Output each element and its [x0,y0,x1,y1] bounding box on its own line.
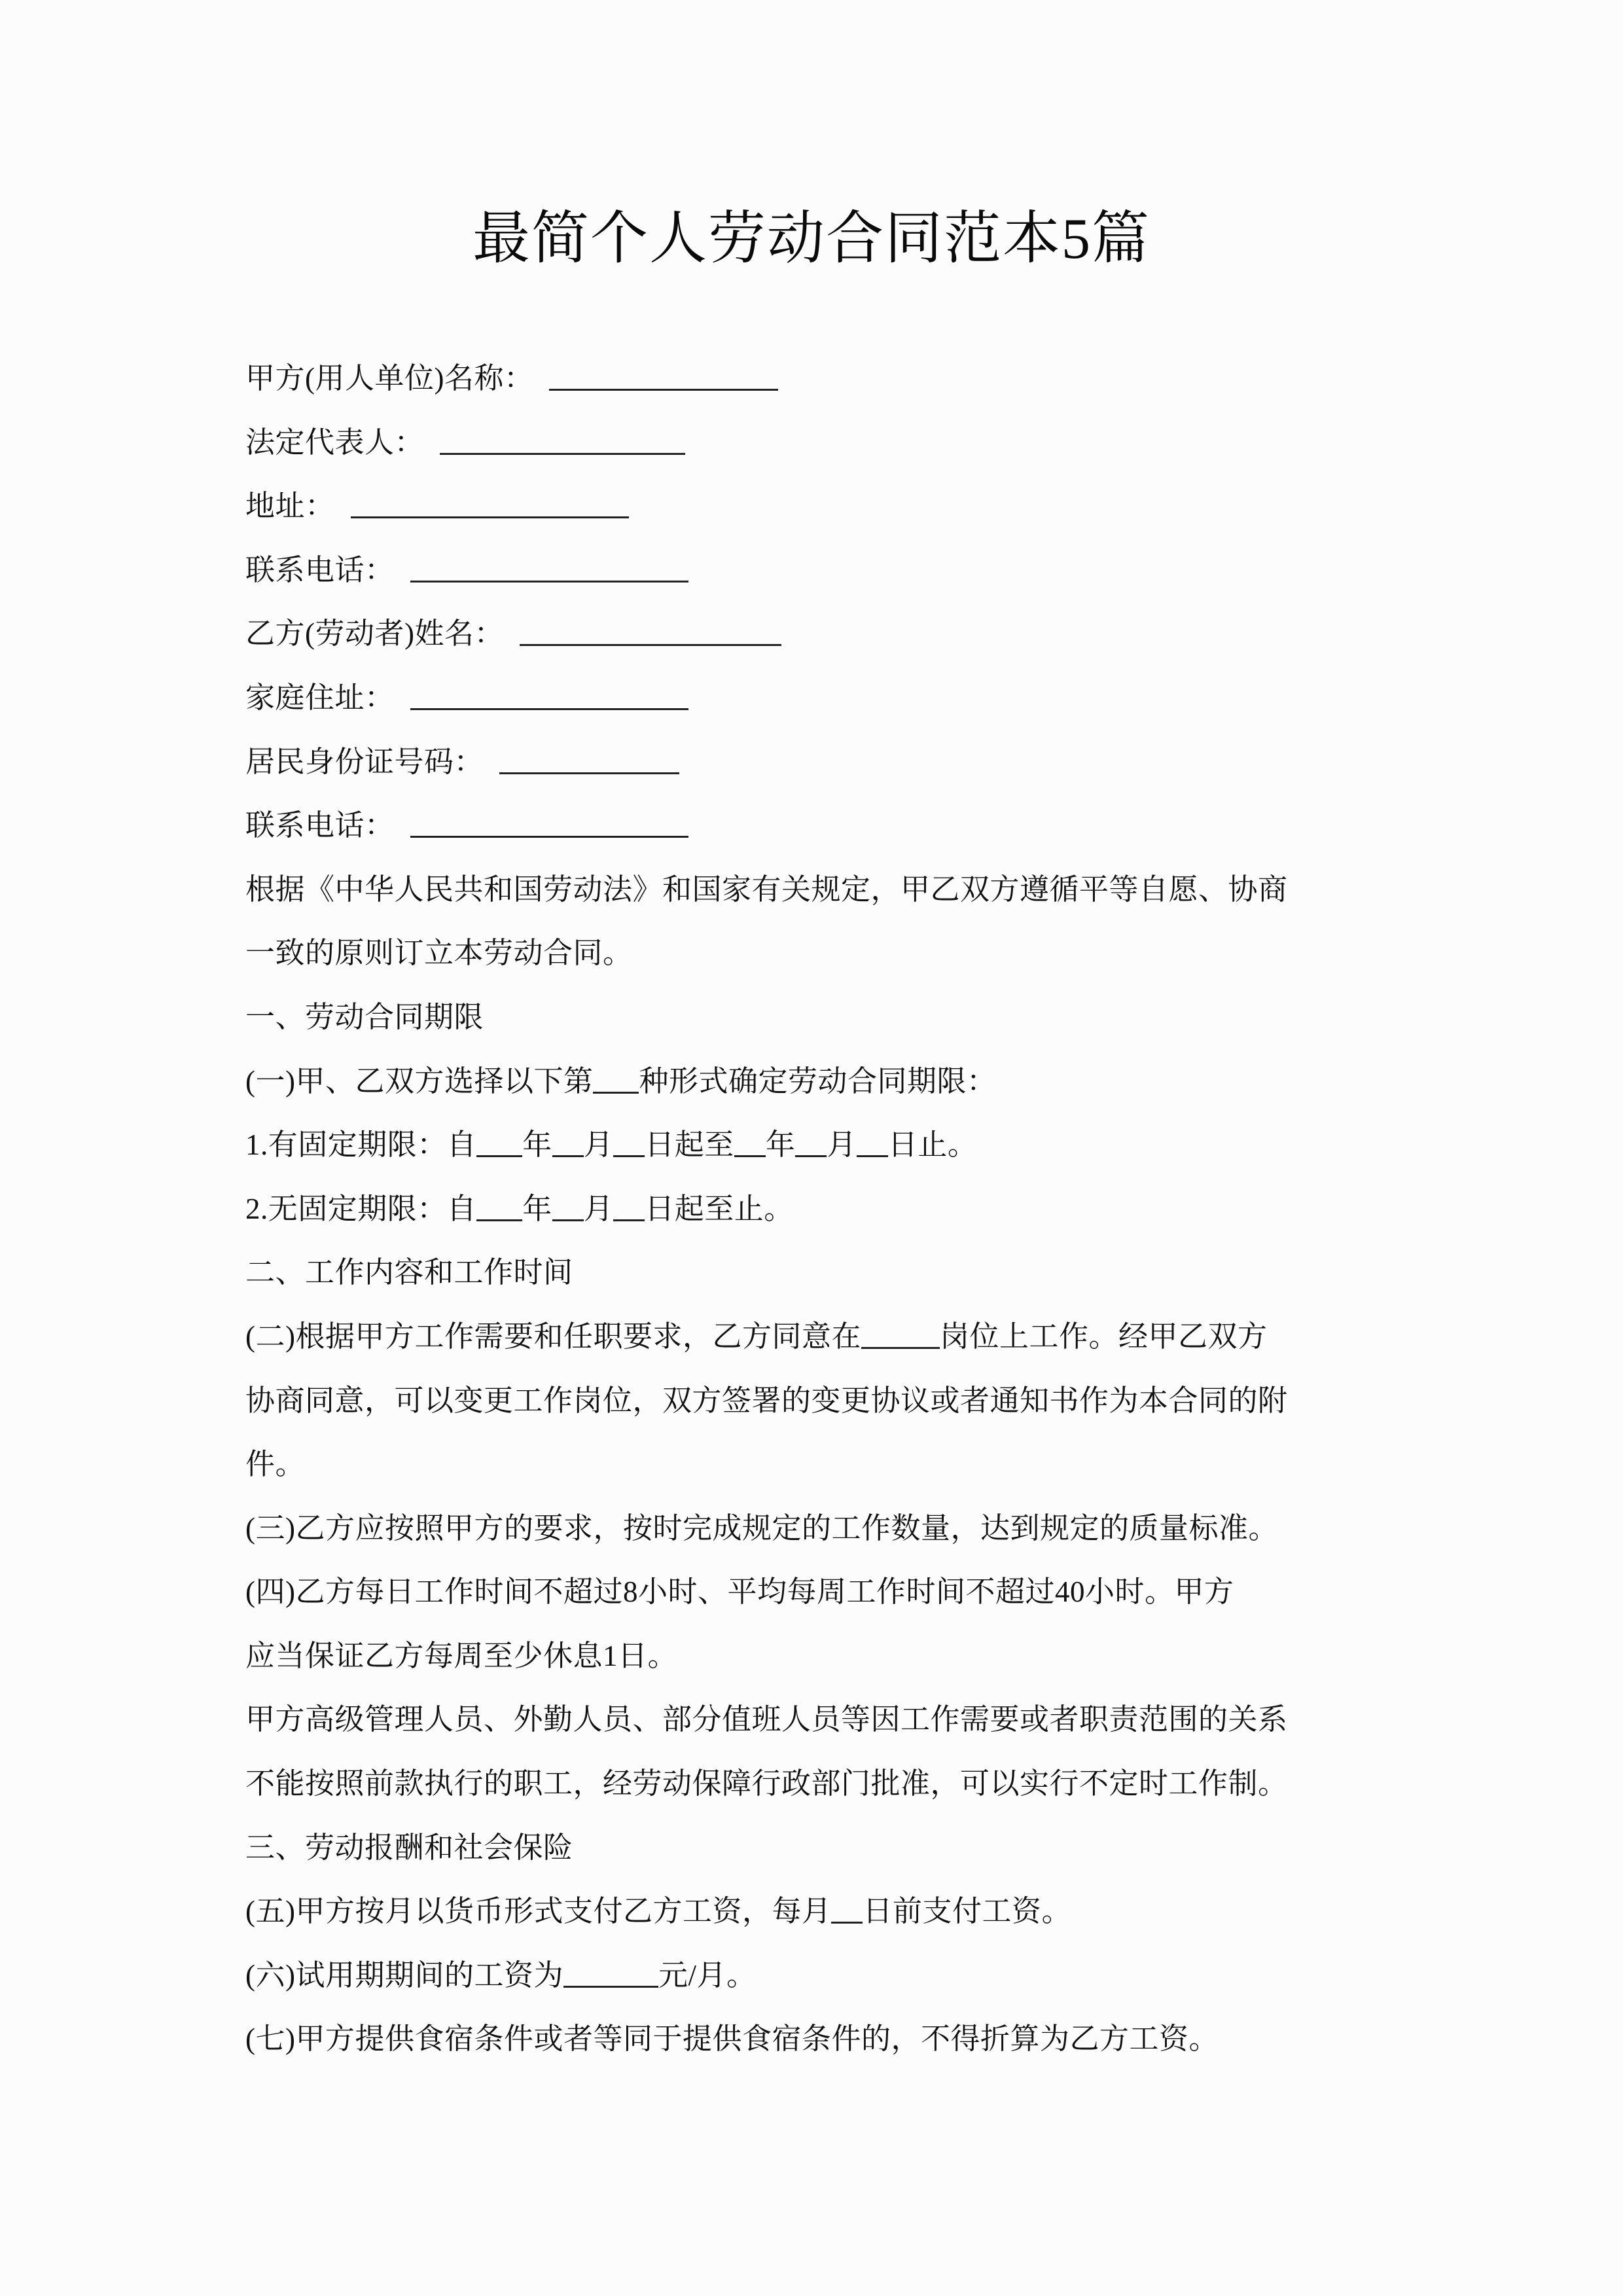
field-label: 乙方(劳动者)姓名： [245,617,504,651]
clause-6 [245,1944,1397,2008]
field-employee-name [245,602,1397,666]
clause-1 [245,1050,1397,1114]
clause-text: (二)根据甲方工作需要和任职要求，乙方同意在 [245,1319,861,1353]
open-start-year-blank[interactable] [476,1193,522,1221]
option-text: 月 [583,1192,614,1225]
option-fixed-term [245,1113,1397,1177]
field-address [245,475,1397,539]
clause-text: 元/月。 [658,1958,757,1992]
clause-4-line-1: (四)乙方每日工作时间不超过8小时、平均每周工作时间不超过40小时。甲方 [245,1575,1234,1609]
exception-line-2: 不能按照前款执行的职工，经劳动保障行政部门批准，可以实行不定时工作制。 [245,1767,1288,1801]
clause-text: (一)甲、乙双方选择以下第 [245,1064,594,1098]
field-home-address [245,666,1397,730]
start-day-blank[interactable] [613,1129,645,1157]
employer-name-blank[interactable] [549,363,778,391]
field-employer-name [245,347,1397,411]
clause-text: 岗位上工作。经甲乙双方 [939,1319,1268,1353]
option-text: 日起至 [645,1128,734,1162]
clause-4-line-2: 应当保证乙方每周至少休息1日。 [245,1639,678,1672]
field-label: 家庭住址： [245,681,395,714]
start-month-blank[interactable] [552,1129,584,1157]
clause-text: 日前支付工资。 [863,1895,1071,1928]
preamble-line-1: 根据《中华人民共和国劳动法》和国家有关规定，甲乙双方遵循平等自愿、协商 [245,872,1288,906]
open-start-month-blank[interactable] [552,1193,584,1221]
field-id-number [245,730,1397,795]
clause-2-line-1 [245,1305,1397,1369]
clause-text: 种形式确定劳动合同期限： [639,1064,997,1098]
option-text: 2.无固定期限：自 [245,1192,477,1225]
option-text: 年 [765,1128,796,1162]
employee-phone-blank[interactable] [410,810,688,838]
field-legal-representative [245,411,1397,475]
clause-2-line-3: 件。 [245,1448,306,1481]
option-text: 月 [827,1128,857,1162]
option-text: 1.有固定期限：自 [245,1128,477,1162]
field-label: 法定代表人： [245,425,425,459]
position-blank[interactable] [861,1321,940,1349]
end-year-blank[interactable] [734,1129,766,1157]
clause-text: (六)试用期期间的工资为 [245,1958,563,1992]
document-body [245,347,1397,2072]
exception-line-1: 甲方高级管理人员、外勤人员、部分值班人员等因工作需要或者职责范围的关系 [245,1703,1288,1736]
section-heading-3: 三、劳动报酬和社会保险 [245,1831,573,1864]
clause-2-line-2: 协商同意，可以变更工作岗位，双方签署的变更协议或者通知书作为本合同的附 [245,1384,1288,1417]
section-heading-2: 二、工作内容和工作时间 [245,1256,573,1289]
field-label: 联系电话： [245,809,395,842]
option-text: 年 [522,1128,552,1162]
probation-salary-blank[interactable] [563,1960,658,1988]
clause-3: (三)乙方应按照甲方的要求，按时完成规定的工作数量，达到规定的质量标准。 [245,1511,1278,1545]
clause-7: (七)甲方提供食宿条件或者等同于提供食宿条件的，不得折算为乙方工资。 [245,2022,1219,2056]
home-address-blank[interactable] [410,682,688,710]
address-blank[interactable] [351,490,629,518]
option-text: 月 [583,1128,614,1162]
option-text: 日起至止。 [645,1192,794,1225]
clause-text: (五)甲方按月以货币形式支付乙方工资，每月 [245,1895,832,1928]
option-open-term [245,1177,1397,1242]
end-day-blank[interactable] [857,1129,888,1157]
term-type-blank[interactable] [593,1066,639,1094]
field-label: 地址： [245,490,335,523]
field-employer-phone [245,539,1397,603]
clause-5 [245,1880,1397,1944]
legal-representative-blank[interactable] [440,427,685,455]
field-employee-phone [245,794,1397,858]
employee-name-blank[interactable] [520,618,781,646]
field-label: 联系电话： [245,553,395,586]
start-year-blank[interactable] [476,1129,522,1157]
option-text: 年 [522,1192,552,1225]
section-heading-1: 一、劳动合同期限 [245,1000,484,1033]
field-label: 甲方(用人单位)名称： [245,362,534,395]
end-month-blank[interactable] [795,1129,827,1157]
document-title: 最简个人劳动合同范本5篇 [472,207,1150,271]
employer-phone-blank[interactable] [410,554,688,583]
id-number-blank[interactable] [499,746,679,774]
preamble-line-2: 一致的原则订立本劳动合同。 [245,937,633,970]
field-label: 居民身份证号码： [245,745,484,778]
open-start-day-blank[interactable] [613,1193,645,1221]
option-text: 日止。 [887,1128,978,1162]
pay-day-blank[interactable] [831,1895,863,1924]
